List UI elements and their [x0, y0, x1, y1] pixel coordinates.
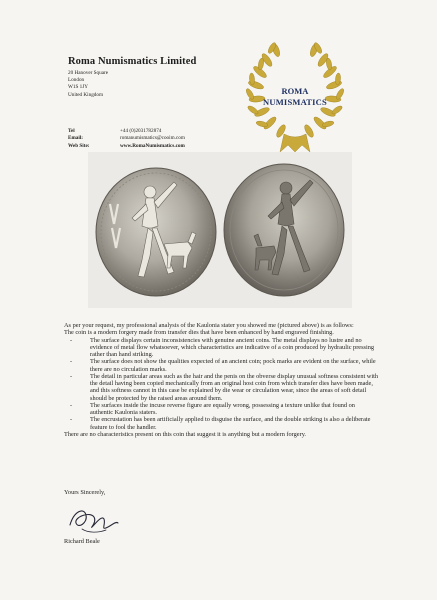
- contact-value: romanumismatics@cooim.com: [120, 135, 185, 142]
- company-name: Roma Numismatics Limited: [68, 56, 197, 67]
- list-item: - The detail in particular areas such as the hair and the penis on the obverse display unusual softness consistent with the detail having been copied mechanically from an original host coin from which transfer dies have been made, and this softness cannot in this case be explained by die wear or circulation wear, since the areas of soft detail should be protected by the raised areas around them.: [70, 372, 379, 402]
- contact-row-web: [68, 143, 185, 150]
- letter-intro: As per your request, my professional analysis of the Kaulonia stater you showed me (pictured above) is as follows:: [64, 322, 354, 329]
- list-item: - The encrustation has been artificially applied to disguise the surface, and the double striking is also a deliberate feature to fool the handler.: [70, 416, 371, 431]
- contact-label: Web Site:: [68, 142, 90, 149]
- list-item: - The surface does not show the qualities expected of an ancient coin; pock marks are evident on the surface, while there are no circulation marks.: [70, 358, 376, 373]
- obverse-coin: [96, 168, 216, 296]
- letter-closing: Yours Sincerely,: [64, 489, 106, 496]
- letter-body: [64, 322, 378, 438]
- logo-text-numismatics: NUMISMATICS: [263, 97, 327, 107]
- analysis-points: [64, 337, 378, 431]
- roma-numismatics-logo: [236, 34, 354, 160]
- letter-conclusion: There are no characteristics present on this coin that suggest it is anything but a modern forgery.: [64, 430, 307, 438]
- contact-row-tel: [68, 128, 185, 135]
- contact-row-email: [68, 135, 185, 142]
- reverse-coin: [224, 164, 344, 296]
- coin-photo: [88, 152, 352, 308]
- signer-name: Richard Beale: [64, 538, 100, 545]
- company-address: [68, 70, 108, 99]
- contact-label: Tel: [68, 128, 75, 134]
- contact-value: www.RomaNumismatics.com: [120, 142, 185, 149]
- handwritten-signature: [64, 503, 124, 537]
- letter-summary: The coin is a modern forgery made from transfer dies that have been enhanced by hand engraved finishing.: [64, 329, 334, 337]
- contact-block: [68, 128, 185, 150]
- address-line: United Kingdom: [68, 91, 104, 98]
- list-item: - The surfaces inside the incuse reverse figure are equally wrong, possessing a texture unlike that found on authentic Kaulonia staters.: [70, 401, 355, 416]
- contact-value: +44 (0)2031782874: [120, 128, 162, 134]
- logo-text-roma: ROMA: [281, 86, 309, 96]
- list-item: - The surface displays certain inconsistencies with genuine ancient coins. The metal displays no lustre and no evidence of metal flow whatsoever, which characteristics are indicative of a coin produced by hydraulic pressing rather than hand striking.: [70, 336, 375, 358]
- contact-label: Email:: [68, 135, 83, 142]
- address-line: W1S 1JY: [68, 84, 89, 91]
- address-line: London: [68, 77, 85, 84]
- address-line: 20 Hanover Square: [68, 70, 109, 76]
